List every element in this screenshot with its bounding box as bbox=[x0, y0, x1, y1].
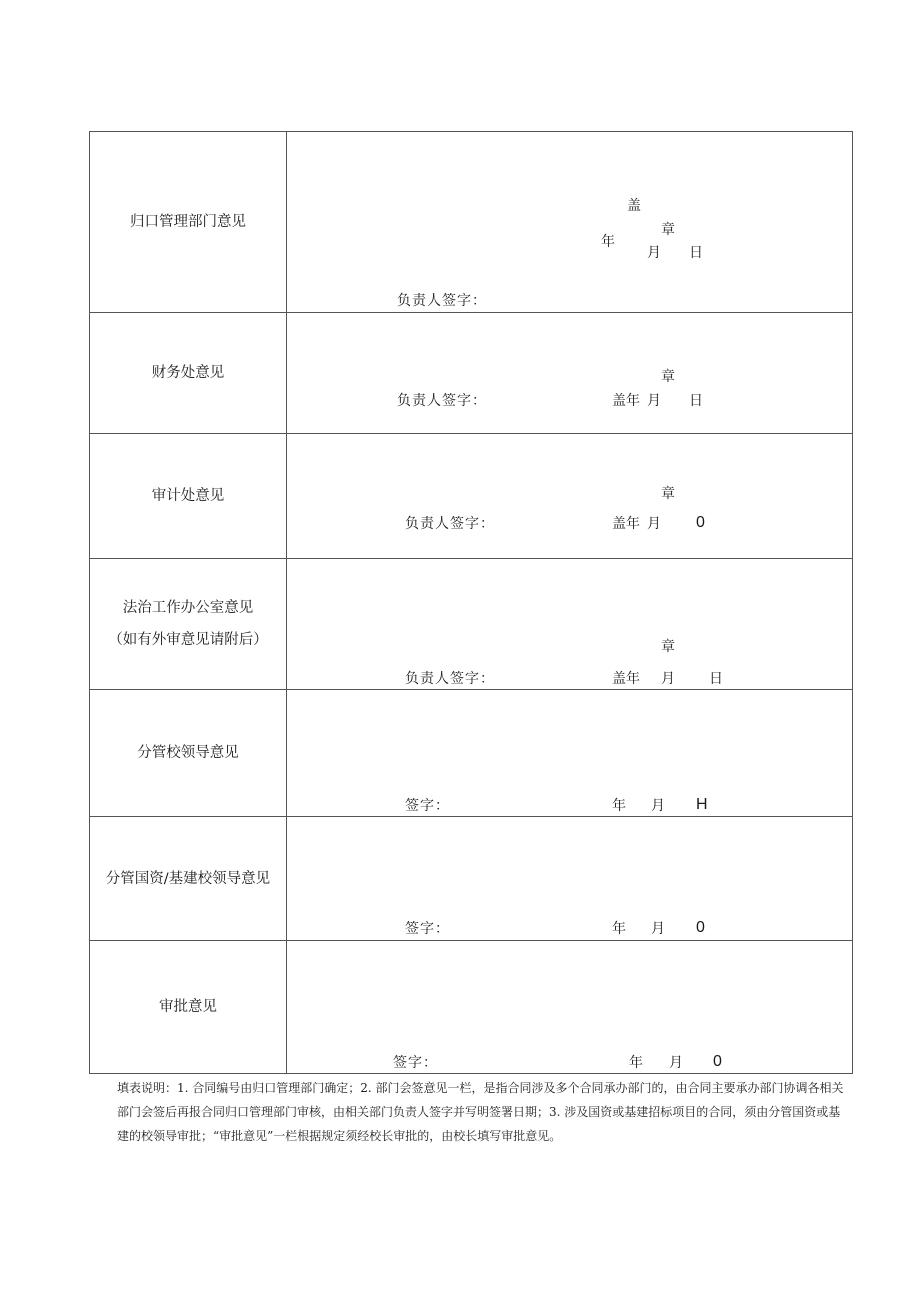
signer-label: 签字： bbox=[393, 1055, 438, 1071]
seal-zhang: 章 bbox=[661, 369, 675, 385]
signer-label: 签字： bbox=[405, 798, 450, 814]
form-row-assets-leader bbox=[90, 817, 853, 941]
date-month: 月 bbox=[669, 1055, 683, 1071]
row-label-text: 分管校领导意见 bbox=[137, 745, 239, 761]
form-row-department bbox=[90, 132, 853, 313]
form-row-audit bbox=[90, 434, 853, 559]
row-label-text: 审计处意见 bbox=[151, 488, 225, 504]
seal-zhang: 章 bbox=[661, 222, 675, 238]
signer-label: 负责人签字： bbox=[405, 516, 495, 532]
row-label bbox=[90, 132, 287, 313]
form-row-legal-office bbox=[90, 559, 853, 690]
date-month: 月 bbox=[647, 516, 661, 532]
date-month: 月 bbox=[661, 671, 675, 687]
seal-zhang: 章 bbox=[661, 486, 675, 502]
approval-form-table bbox=[89, 131, 853, 1074]
signer-label: 负责人签字： bbox=[405, 671, 495, 687]
row-label bbox=[90, 690, 287, 817]
date-day: 日 bbox=[689, 245, 703, 261]
signer-label: 负责人签字： bbox=[397, 293, 487, 309]
row-label bbox=[90, 817, 287, 941]
form-instructions: 填表说明：1. 合同编号由归口管理部门确定；2. 部门会签意见一栏，是指合同涉及多个合同承办部门的，由合同主要承办部门协调各相关部门会签后再报合同归口管理部门审核，由相关部门负责人签字并写明签署日期；3. 涉及国资或基建招标项目的合同，须由分管国资或基建的校领导审批；“审批意见”一栏根据规定须经校长审批的，由校长填写审批意见。 bbox=[117, 1081, 844, 1143]
seal-zhang: 章 bbox=[661, 639, 675, 655]
opinion-area[interactable] bbox=[287, 941, 853, 1074]
form-row-school-leader bbox=[90, 690, 853, 817]
opinion-area[interactable] bbox=[287, 132, 853, 313]
signer-label: 签字： bbox=[405, 921, 450, 937]
row-label-text: 分管国资/基建校领导意见 bbox=[105, 870, 271, 887]
date-day: 0 bbox=[696, 514, 705, 531]
date-month: 月 bbox=[651, 921, 665, 937]
row-label bbox=[90, 559, 287, 690]
date-day: H bbox=[696, 796, 708, 813]
seal-gai-date-year: 盖年 bbox=[612, 671, 640, 687]
row-label-text: 归口管理部门意见 bbox=[130, 214, 246, 230]
date-year: 年 bbox=[612, 798, 626, 814]
row-label-text: 审批意见 bbox=[159, 999, 217, 1015]
row-label bbox=[90, 313, 287, 434]
date-year: 年 bbox=[612, 921, 626, 937]
row-label bbox=[90, 434, 287, 559]
date-year: 年 bbox=[629, 1055, 643, 1071]
row-label bbox=[90, 941, 287, 1074]
signer-label: 负责人签字： bbox=[397, 393, 487, 409]
form-row-finance bbox=[90, 313, 853, 434]
date-day: 日 bbox=[689, 393, 703, 409]
seal-gai: 盖 bbox=[627, 198, 641, 214]
row-label-text: 财务处意见 bbox=[151, 365, 225, 381]
date-month: 月 bbox=[651, 798, 665, 814]
opinion-area[interactable] bbox=[287, 434, 853, 559]
seal-gai-date-year: 盖年 bbox=[612, 516, 640, 532]
date-day: 0 bbox=[713, 1053, 722, 1070]
date-day: 日 bbox=[709, 671, 723, 687]
opinion-area[interactable] bbox=[287, 559, 853, 690]
form-row-final-approval bbox=[90, 941, 853, 1074]
opinion-area[interactable] bbox=[287, 690, 853, 817]
date-month: 月 bbox=[647, 245, 661, 261]
opinion-area[interactable] bbox=[287, 313, 853, 434]
opinion-area[interactable] bbox=[287, 817, 853, 941]
date-month: 月 bbox=[647, 393, 661, 409]
date-day: 0 bbox=[696, 919, 705, 936]
row-label-line2: （如有外审意见请附后） bbox=[108, 632, 268, 648]
date-year: 年 bbox=[601, 234, 615, 250]
seal-gai-date-year: 盖年 bbox=[612, 393, 640, 409]
row-label-line1: 法治工作办公室意见 bbox=[122, 600, 254, 616]
